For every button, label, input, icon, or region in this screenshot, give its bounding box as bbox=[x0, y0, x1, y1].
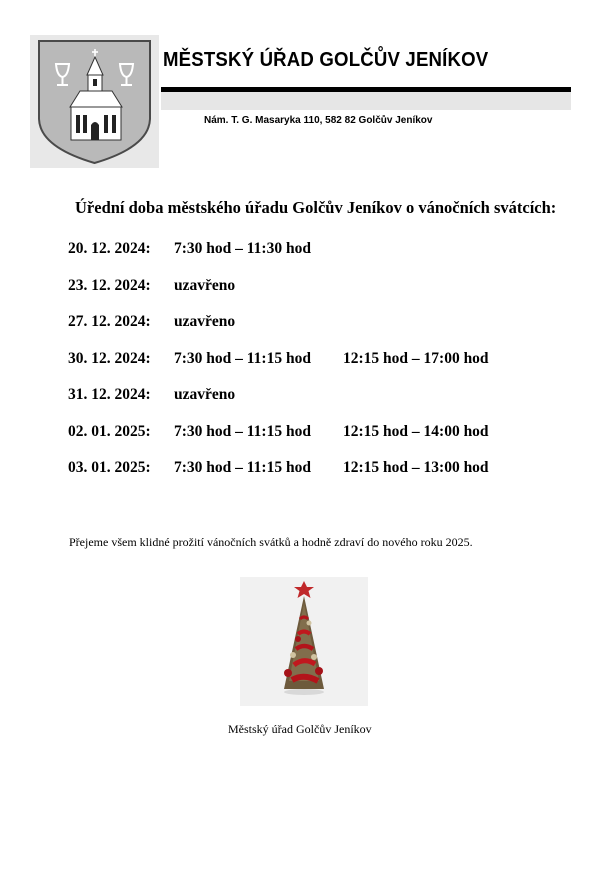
signature: Městský úřad Golčův Jeníkov bbox=[228, 722, 372, 736]
schedule-slot-1: 7:30 hod – 11:15 hod bbox=[174, 422, 311, 440]
schedule-date: 27. 12. 2024: bbox=[68, 313, 151, 330]
schedule-slot-1: 7:30 hod – 11:15 hod bbox=[174, 459, 311, 476]
schedule-slot-1: 7:30 hod – 11:15 hod bbox=[174, 349, 311, 367]
schedule-date: 03. 01. 2025: bbox=[68, 459, 151, 476]
schedule-slot-1: uzavřeno bbox=[174, 276, 236, 294]
schedule-slot-2: 12:15 hod – 13:00 hod bbox=[343, 459, 489, 476]
schedule-slot-1: 7:30 hod – 11:30 hod bbox=[174, 240, 311, 257]
office-title: MĚSTSKÝ ÚŘAD GOLČŮV JENÍKOV bbox=[163, 49, 489, 71]
schedule-slot-2: 12:15 hod – 14:00 hod bbox=[343, 422, 489, 440]
title-underline-band bbox=[161, 92, 571, 110]
holiday-greeting: Přejeme všem klidné prožití vánočních svátků a hodně zdraví do nového roku 2025. bbox=[69, 535, 473, 549]
schedule-date: 30. 12. 2024: bbox=[68, 349, 151, 367]
schedule-slot-1: uzavřeno bbox=[174, 386, 236, 403]
schedule-slot-2: 12:15 hod – 17:00 hod bbox=[343, 349, 489, 367]
schedule-date: 31. 12. 2024: bbox=[68, 386, 151, 403]
town-crest-icon bbox=[30, 35, 159, 168]
office-address: Nám. T. G. Masaryka 110, 582 82 Golčův Jeníkov bbox=[204, 115, 433, 126]
schedule-date: 02. 01. 2025: bbox=[68, 422, 151, 440]
schedule-date: 20. 12. 2024: bbox=[68, 240, 151, 257]
schedule-date: 23. 12. 2024: bbox=[68, 276, 151, 294]
christmas-tree-icon bbox=[240, 577, 368, 706]
schedule-slot-1: uzavřeno bbox=[174, 313, 236, 330]
notice-heading: Úřední doba městského úřadu Golčův Jeníkov o vánočních svátcích: bbox=[75, 198, 557, 217]
